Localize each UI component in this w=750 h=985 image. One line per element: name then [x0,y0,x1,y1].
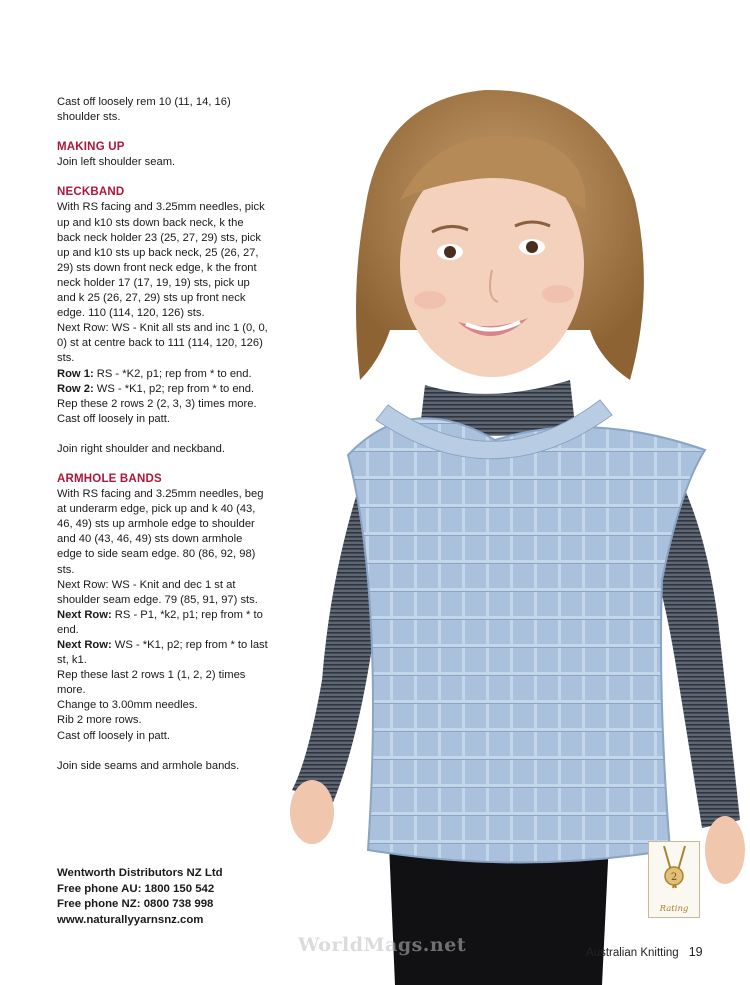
armhole-p1: With RS facing and 3.25mm needles, beg at underarm edge, pick up and k 40 (43, 46, 49) sts up armhole edge to shoulder and 40 (43, 46, 49) sts down armhole edge to side seam edge. 80 (86, 92, 98) sts. [57,488,264,576]
armhole-p6: Cast off loosely in patt. [57,729,170,742]
row2-text: WS - *K1, p2; rep from * to end. [93,382,255,395]
neckband-heading: NECKBAND [57,186,125,199]
website-link[interactable]: www.naturallyyarnsnz.com [57,913,204,926]
armhole-p3: Rep these last 2 rows 1 (1, 2, 2) times more. [57,669,246,697]
neckband-p3: Rep these 2 rows 2 (2, 3, 3) times more. [57,397,257,410]
knitting-needles-icon [649,842,699,904]
neckband-row2 [57,382,269,397]
neckband-p5: Join right shoulder and neckband. [57,442,225,455]
armhole-heading: ARMHOLE BANDS [57,472,162,485]
row2-label: Row 2: [57,382,94,395]
page-number: 19 [688,945,703,959]
page-footer [586,945,703,959]
armhole-next-row-2 [57,638,269,668]
armhole-p7: Join side seams and armhole bands. [57,759,240,772]
next-row-1-label: Next Row: [57,608,112,621]
left-hand [290,780,334,844]
phone-au: Free phone AU: 1800 150 542 [57,882,215,895]
neckband-row1 [57,367,269,382]
knitted-vest [348,418,705,862]
armhole-p4: Change to 3.00mm needles. [57,699,198,712]
neckband-p4: Cast off loosely in patt. [57,412,170,425]
next-row-2-label: Next Row: [57,639,112,651]
magazine-title: Australian Knitting [586,947,679,959]
making-up-text: Join left shoulder seam. [57,156,176,169]
pattern-instructions [57,95,269,774]
neckband-p2: Next Row: WS - Knit all sts and inc 1 (0, 0, 0) st at centre back to 111 (114, 120, 126) sts. [57,322,268,365]
phone-nz: Free phone NZ: 0800 738 998 [57,898,214,911]
armhole-next-row-1 [57,608,269,638]
intro-text: Cast off loosely rem 10 (11, 14, 16) shoulder sts. [57,96,231,124]
distributor-name: Wentworth Distributors NZ Ltd [57,867,223,879]
row1-label: Row 1: [57,367,94,380]
rating-label: Rating [659,904,689,914]
armhole-p5: Rib 2 more rows. [57,714,142,727]
next-row-1-text: RS - P1, *k2, p1; rep from * to end. [57,608,263,636]
rating-level: 2 [670,872,678,883]
rating-badge [648,841,700,918]
row1-text: RS - *K2, p1; rep from * to end. [93,367,252,380]
watermark: WorldMags.net [298,934,467,956]
right-hand [705,816,745,884]
armhole-p2: Next Row: WS - Knit and dec 1 st at shoulder seam edge. 79 (85, 91, 97) sts. [57,578,258,606]
making-up-heading: MAKING UP [57,141,125,154]
distributor-info [57,866,297,928]
neckband-p1: With RS facing and 3.25mm needles, pick up and k10 sts down back neck, k the back neck holder 23 (25, 27, 29) sts, pick up and k10 sts up back neck, 25 (26, 27, 29) sts down front neck edge, k the front neck holder 17 (17, 19, 19) sts, pick up and k 25 (26, 27, 29) sts up front neck edge. 110 (114, 120, 126) sts. [57,201,265,320]
next-row-2-text: WS - *K1, p2; rep from * to last st, k1. [57,639,268,667]
